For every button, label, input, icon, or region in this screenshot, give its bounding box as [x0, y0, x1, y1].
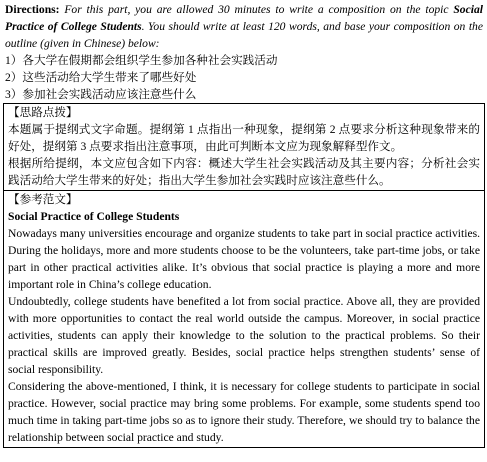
tips-section — [4, 104, 484, 191]
sample-section — [4, 191, 484, 447]
sample-title: 【参考范文】 — [8, 193, 78, 206]
answer-box — [3, 103, 485, 448]
essay-title: Social Practice of College Students — [8, 210, 180, 223]
outline-item-2: 2）这些活动给大学生带来了哪些好处 — [5, 71, 197, 84]
tips-title: 【思路点拨】 — [8, 106, 78, 119]
outline-item-1: 1）各大学在假期都会组织学生参加各种社会实践活动 — [5, 54, 278, 67]
directions-text-2: . You should write at least 120 words, and base your composition on the outline (given in Chinese) below: — [5, 20, 483, 50]
directions-topic: Social Practice of College Students — [5, 3, 483, 33]
outline-list — [3, 52, 485, 103]
tips-paragraph-1: 本题属于提纲式文字命题。提纲第 1 点指出一种现象，提纲第 2 点要求分析这种现象带来的好处，提纲第 3 点要求指出注意事项，由此可判断本文应为现象解释型作文。 — [8, 123, 480, 153]
directions-label: Directions: — [5, 3, 60, 16]
outline-item-3: 3）参加社会实践活动应该注意些什么 — [5, 88, 197, 101]
essay-paragraph-3: Considering the above-mentioned, I think, it is necessary for college students to participate in social practice. However, social practice may bring some problems. For example, some students spend too much time in taking part-time jobs so as to ignore their study. Therefore, we should try to balance the relationship between social practice and study. — [8, 380, 480, 444]
directions — [3, 1, 485, 52]
essay-paragraph-1: Nowadays many universities encourage and organize students to take part in social practice activities. During the holidays, more and more students choose to be the volunteers, take part-time jobs, or take part in other practical activities alike. It’s obvious that social practice is playing a more and more important role in China’s college education. — [8, 227, 480, 291]
essay-paragraph-2: Undoubtedly, college students have benefited a lot from social practice. Above all, they are provided with more opportunities to contact the real world outside the campus. Moreover, in social practice activities, students can apply their knowledge to the solution to the practical problems. So their practical skills are improved greatly. Besides, social practice helps strengthen students’ sense of social responsibility. — [8, 295, 480, 376]
directions-text-1: For this part, you are allowed 30 minutes to write a composition on the topic — [59, 3, 454, 16]
tips-paragraph-2: 根据所给提纲，本文应包含如下内容：概述大学生社会实践活动及其主要内容；分析社会实践活动给大学生带来的好处；指出大学生参加社会实践时应该注意些什么。 — [8, 157, 480, 187]
